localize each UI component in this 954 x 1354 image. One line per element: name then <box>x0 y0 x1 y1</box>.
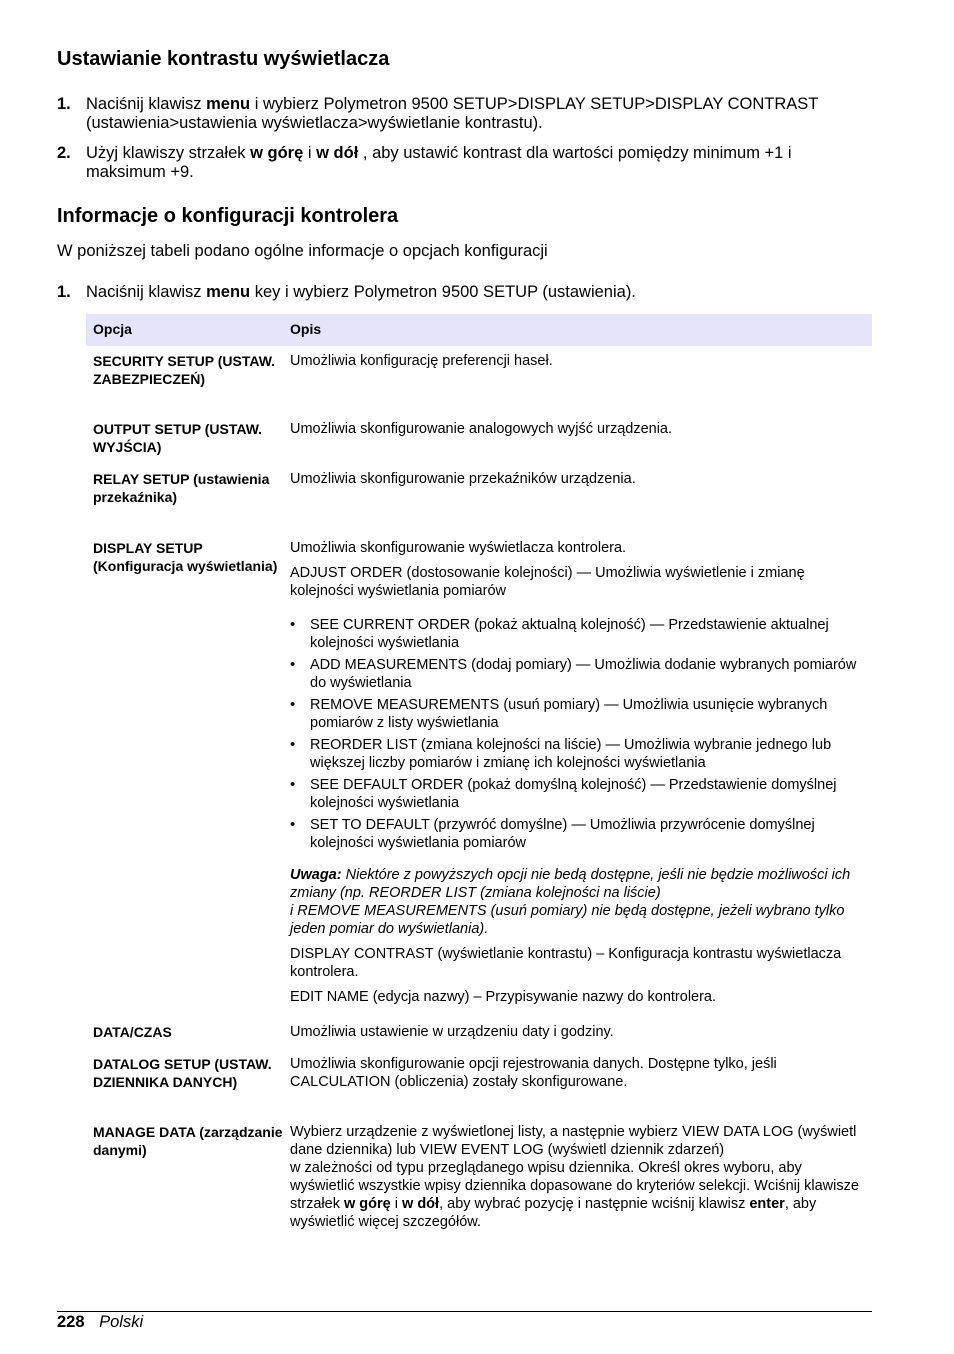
option-description: Umożliwia skonfigurowanie opcji rejestrowania danych. Dostępne tylko, jeśli CALCULATION (obliczenia) zostały skonfigurowane. <box>290 1056 777 1090</box>
option-name: DATALOG SETUP (USTAW. DZIENNIKA DANYCH) <box>93 1056 272 1090</box>
option-name: OUTPUT SETUP (USTAW. WYJŚCIA) <box>93 421 263 455</box>
page-footer <box>57 1313 143 1332</box>
note-label: Uwaga: <box>290 867 342 883</box>
bold-key: menu <box>206 95 251 113</box>
text-run: i <box>390 1196 403 1212</box>
bullet: • <box>290 777 296 793</box>
bullet: • <box>290 817 296 833</box>
display-contrast-text: DISPLAY CONTRAST (wyświetlanie kontrastu) – Konfiguracja kontrastu wyświetlacza kontrolera. <box>290 946 842 980</box>
list-item: • ADD MEASUREMENTS (dodaj pomiary) — Umożliwia dodanie wybranych pomiarów do wyświetlania <box>290 657 857 691</box>
section-title-config: Informacje o konfiguracji kontrolera <box>57 205 399 227</box>
table-header <box>86 314 872 346</box>
option-name: MANAGE DATA (zarządzanie danymi) <box>93 1124 283 1158</box>
option-name: SECURITY SETUP (USTAW. ZABEZPIECZEŃ) <box>93 353 276 387</box>
option-name: DISPLAY SETUP (Konfiguracja wyświetlania) <box>93 540 278 574</box>
step-1-contrast <box>57 95 847 133</box>
option-description <box>290 539 864 1013</box>
text-run: i <box>303 144 317 162</box>
display-desc: Umożliwia skonfigurowanie wyświetlacza kontrolera. <box>290 540 627 556</box>
step-number: 1. <box>57 283 71 301</box>
text-run: , aby wybrać pozycję i następnie wciśnij klawisz <box>439 1196 750 1212</box>
bullet: • <box>290 657 296 673</box>
intro-paragraph: W poniższej tabeli podano ogólne informacje o opcjach konfiguracji <box>57 242 548 260</box>
footer-language: Polski <box>99 1313 144 1331</box>
option-name: RELAY SETUP (ustawienia przekaźnika) <box>93 471 270 505</box>
adjust-order-list <box>290 616 864 852</box>
page-number: 228 <box>57 1313 85 1331</box>
text-run: i wybierz Polymetron 9500 SETUP>DISPLAY SETUP>DISPLAY CONTRAST (ustawienia>ustawienia wyświetlacza>wyświetlanie kontrastu). <box>86 95 819 132</box>
text-run: Naciśnij klawisz <box>86 283 207 301</box>
option-description: Umożliwia skonfigurowanie analogowych wyjść urządzenia. <box>290 421 673 437</box>
column-header-option: Opcja <box>93 321 132 337</box>
footer-divider <box>57 1311 872 1312</box>
bold-key: w górę <box>250 144 304 162</box>
step-1-config <box>57 283 847 302</box>
step-number: 1. <box>57 95 71 113</box>
bullet: • <box>290 737 296 753</box>
list-item: • SEE DEFAULT ORDER (pokaż domyślną kolejność) — Przedstawienie domyślnej kolejności wyświetlania <box>290 777 837 811</box>
bold-key: menu <box>206 283 251 301</box>
step-text <box>86 95 847 133</box>
text-run: , aby wyświetlić więcej szczegółów. <box>290 1196 817 1230</box>
column-header-description: Opis <box>290 321 322 337</box>
bold-key: w górę <box>344 1196 391 1212</box>
list-item: • SET TO DEFAULT (przywróć domyślne) — Umożliwia przywrócenie domyślnej kolejności wyświetlania pomiarów <box>290 817 815 851</box>
bullet: • <box>290 697 296 713</box>
step-2-contrast <box>57 144 847 182</box>
adjust-order-text: ADJUST ORDER (dostosowanie kolejności) — Umożliwia wyświetlenie i zmianę kolejności wyświetlania pomiarów <box>290 565 805 599</box>
list-item: • REMOVE MEASUREMENTS (usuń pomiary) — Umożliwia usunięcie wybranych pomiarów z listy wyświetlania <box>290 697 828 731</box>
text-run: w zależności od typu przeglądanego wpisu dziennika. Określ okres wyboru, aby wyświetlić wszystkie wpisy dziennika dopasowane do kryteriów selekcji. Wciśnij klawisze strzałek <box>290 1160 859 1212</box>
option-description: Umożliwia skonfigurowanie przekaźników urządzenia. <box>290 471 636 487</box>
list-item: • SEE CURRENT ORDER (pokaż aktualną kolejność) — Przedstawienie aktualnej kolejności wyświetlania <box>290 617 829 651</box>
option-description: Wybierz urządzenie z wyświetlonej listy, a następnie wybierz VIEW DATA LOG (wyświetl dane dziennika) lub VIEW EVENT LOG (wyświetl dziennik zdarzeń) w zależności od typu przeglądanego wpisu dziennika. Określ okres wyboru, aby wyświetlić wszystkie wpisy dziennika dopasowane do kryteriów selekcji. Wciśnij klawisze strzałek w górę i w dół, aby wybrać pozycję i następnie wciśnij klawisz enter, aby wyświetlić więcej szczegółów. <box>290 1124 859 1230</box>
option-name: DATA/CZAS <box>93 1024 172 1040</box>
bold-key: enter <box>749 1196 785 1212</box>
text-run: key i wybierz Polymetron 9500 SETUP (ustawienia). <box>250 283 636 301</box>
text-run: Użyj klawiszy strzałek <box>86 144 251 162</box>
section-title-contrast: Ustawianie kontrastu wyświetlacza <box>57 48 390 70</box>
step-text <box>86 283 847 302</box>
option-description: Umożliwia ustawienie w urządzeniu daty i godziny. <box>290 1024 614 1040</box>
step-text <box>86 144 847 182</box>
bold-key: w dół <box>316 144 359 162</box>
step-number: 2. <box>57 144 71 162</box>
edit-name-text: EDIT NAME (edycja nazwy) – Przypisywanie nazwy do kontrolera. <box>290 989 717 1005</box>
list-item: • REORDER LIST (zmiana kolejności na liście) — Umożliwia wybranie jednego lub większej liczby pomiarów i zmianę ich kolejności wyświetlania <box>290 737 832 771</box>
note: Uwaga: Niektóre z powyższych opcji nie bedą dostępne, jeśli nie będzie możliwości ich zmiany (np. REORDER LIST (zmiana kolejności na liście) i REMOVE MEASUREMENTS (usuń pomiary) nie będą dostępne, jeżeli wybrano tylko jeden pomiar do wyświetlania). <box>290 867 851 937</box>
text-run: Naciśnij klawisz <box>86 95 207 113</box>
text-run: , aby ustawić kontrast dla wartości pomiędzy minimum +1 i maksimum +9. <box>86 144 792 181</box>
options-table <box>86 314 872 1230</box>
bold-key: w dół <box>402 1196 440 1212</box>
bullet: • <box>290 617 296 633</box>
option-description: Umożliwia konfigurację preferencji haseł. <box>290 353 553 369</box>
